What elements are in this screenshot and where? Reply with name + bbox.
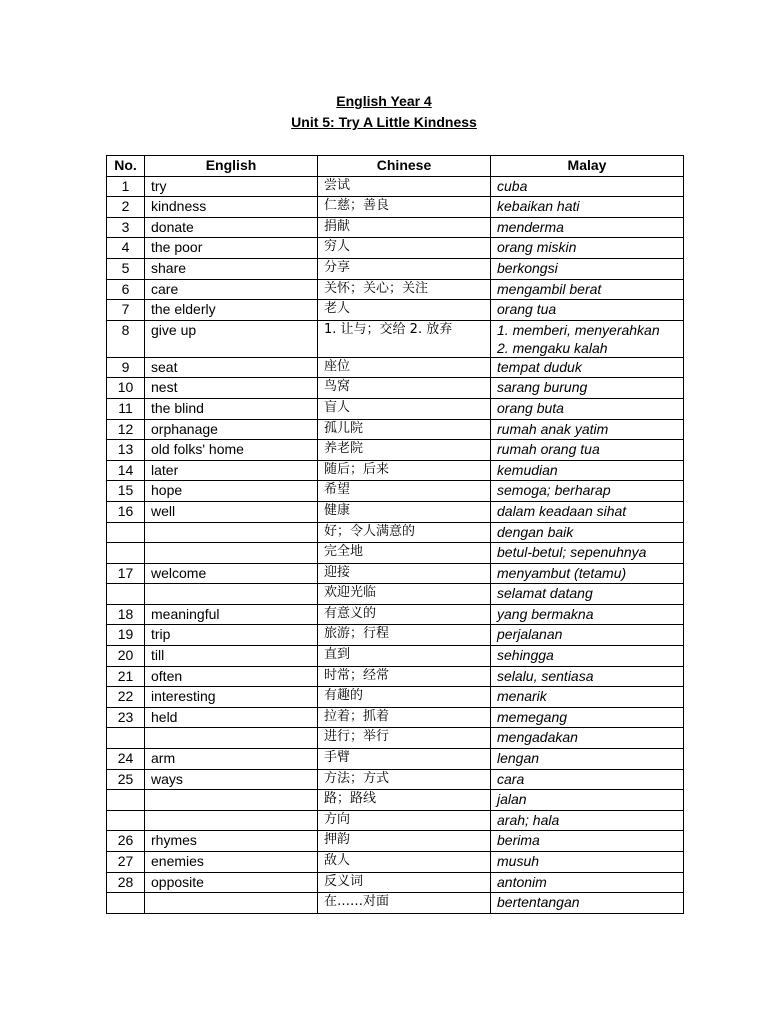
cell-english [145, 790, 318, 811]
cell-english: donate [145, 217, 318, 238]
cell-no: 7 [107, 300, 145, 321]
cell-no: 14 [107, 460, 145, 481]
cell-no: 25 [107, 769, 145, 790]
cell-no: 24 [107, 749, 145, 770]
cell-malay: berima [491, 831, 684, 852]
cell-malay: betul-betul; sepenuhnya [491, 543, 684, 564]
table-row [107, 687, 684, 708]
table-header-row [107, 156, 684, 177]
cell-no: 22 [107, 687, 145, 708]
cell-no: 5 [107, 258, 145, 279]
cell-no [107, 728, 145, 749]
cell-english: rhymes [145, 831, 318, 852]
cell-no: 13 [107, 440, 145, 461]
cell-english [145, 893, 318, 914]
table-row [107, 543, 684, 564]
cell-english: ways [145, 769, 318, 790]
vocabulary-table [106, 155, 684, 914]
table-row [107, 300, 684, 321]
cell-chinese: 好；令人满意的 [318, 522, 491, 543]
table-row [107, 831, 684, 852]
cell-chinese: 旅游；行程 [318, 625, 491, 646]
cell-no: 17 [107, 563, 145, 584]
document-subtitle: Unit 5: Try A Little Kindness [291, 114, 477, 130]
cell-chinese: 鸟窝 [318, 378, 491, 399]
cell-english: welcome [145, 563, 318, 584]
cell-malay: menarik [491, 687, 684, 708]
table-row [107, 604, 684, 625]
cell-chinese: 关怀；关心；关注 [318, 279, 491, 300]
cell-no [107, 790, 145, 811]
cell-malay: memegang [491, 707, 684, 728]
cell-english: seat [145, 357, 318, 378]
table-row [107, 501, 684, 522]
cell-no: 3 [107, 217, 145, 238]
cell-english: trip [145, 625, 318, 646]
table-row [107, 749, 684, 770]
cell-chinese: 仁慈；善良 [318, 197, 491, 218]
cell-english [145, 543, 318, 564]
cell-malay: menyambut (tetamu) [491, 563, 684, 584]
table-body [107, 176, 684, 913]
cell-chinese: 健康 [318, 501, 491, 522]
cell-english: kindness [145, 197, 318, 218]
cell-malay: yang bermakna [491, 604, 684, 625]
cell-english [145, 728, 318, 749]
cell-no: 16 [107, 501, 145, 522]
cell-malay: musuh [491, 852, 684, 873]
cell-chinese: 座位 [318, 357, 491, 378]
table-row [107, 440, 684, 461]
cell-no: 10 [107, 378, 145, 399]
cell-no [107, 543, 145, 564]
cell-english: the poor [145, 238, 318, 259]
cell-english: interesting [145, 687, 318, 708]
cell-malay: menderma [491, 217, 684, 238]
cell-malay: cuba [491, 176, 684, 197]
table-row [107, 481, 684, 502]
cell-malay: semoga; berharap [491, 481, 684, 502]
cell-english: the blind [145, 398, 318, 419]
cell-chinese: 分享 [318, 258, 491, 279]
cell-malay: dengan baik [491, 522, 684, 543]
cell-no: 11 [107, 398, 145, 419]
table-row [107, 852, 684, 873]
cell-chinese: 在……对面 [318, 893, 491, 914]
cell-no: 28 [107, 872, 145, 893]
cell-chinese: 捐献 [318, 217, 491, 238]
cell-malay: sehingga [491, 646, 684, 667]
document-title: English Year 4 [336, 93, 432, 109]
cell-malay: jalan [491, 790, 684, 811]
table-row [107, 790, 684, 811]
cell-english: nest [145, 378, 318, 399]
table-row [107, 238, 684, 259]
cell-malay: rumah orang tua [491, 440, 684, 461]
cell-chinese: 盲人 [318, 398, 491, 419]
cell-malay: selamat datang [491, 584, 684, 605]
cell-english: give up [145, 320, 318, 357]
cell-english: held [145, 707, 318, 728]
cell-chinese: 老人 [318, 300, 491, 321]
cell-chinese: 方向 [318, 810, 491, 831]
table-row [107, 279, 684, 300]
table-row [107, 460, 684, 481]
cell-chinese: 养老院 [318, 440, 491, 461]
cell-english: the elderly [145, 300, 318, 321]
table-row [107, 398, 684, 419]
cell-no: 26 [107, 831, 145, 852]
cell-malay: rumah anak yatim [491, 419, 684, 440]
cell-no: 6 [107, 279, 145, 300]
cell-english: meaningful [145, 604, 318, 625]
table-row [107, 893, 684, 914]
cell-english: share [145, 258, 318, 279]
table-row [107, 728, 684, 749]
table-row [107, 646, 684, 667]
cell-no: 27 [107, 852, 145, 873]
cell-chinese: 路；路线 [318, 790, 491, 811]
cell-no: 8 [107, 320, 145, 357]
cell-chinese: 孤儿院 [318, 419, 491, 440]
cell-no: 9 [107, 357, 145, 378]
table-row [107, 176, 684, 197]
cell-malay: bertentangan [491, 893, 684, 914]
cell-malay: lengan [491, 749, 684, 770]
table-row [107, 563, 684, 584]
cell-chinese: 反义词 [318, 872, 491, 893]
cell-chinese: 欢迎光临 [318, 584, 491, 605]
cell-malay: kebaikan hati [491, 197, 684, 218]
cell-malay: antonim [491, 872, 684, 893]
table-row [107, 666, 684, 687]
table-row [107, 197, 684, 218]
cell-english: till [145, 646, 318, 667]
cell-english: later [145, 460, 318, 481]
cell-malay: orang tua [491, 300, 684, 321]
cell-english: opposite [145, 872, 318, 893]
cell-chinese: 希望 [318, 481, 491, 502]
cell-malay: orang miskin [491, 238, 684, 259]
cell-chinese: 方法；方式 [318, 769, 491, 790]
cell-chinese: 迎接 [318, 563, 491, 584]
cell-no: 2 [107, 197, 145, 218]
cell-malay: dalam keadaan sihat [491, 501, 684, 522]
table-row [107, 625, 684, 646]
cell-chinese: 进行；举行 [318, 728, 491, 749]
cell-english: hope [145, 481, 318, 502]
cell-malay: cara [491, 769, 684, 790]
cell-chinese: 随后；后来 [318, 460, 491, 481]
cell-english: often [145, 666, 318, 687]
table-row [107, 769, 684, 790]
cell-malay: arah; hala [491, 810, 684, 831]
header-english: English [145, 156, 318, 177]
header-no: No. [107, 156, 145, 177]
cell-no [107, 893, 145, 914]
cell-malay: sarang burung [491, 378, 684, 399]
cell-malay: kemudian [491, 460, 684, 481]
table-row [107, 217, 684, 238]
table-row [107, 320, 684, 357]
cell-no: 20 [107, 646, 145, 667]
cell-english: arm [145, 749, 318, 770]
cell-chinese: 直到 [318, 646, 491, 667]
cell-chinese: 有趣的 [318, 687, 491, 708]
cell-no: 1 [107, 176, 145, 197]
cell-english [145, 584, 318, 605]
cell-english: well [145, 501, 318, 522]
cell-chinese: 拉着；抓着 [318, 707, 491, 728]
header-chinese: Chinese [318, 156, 491, 177]
cell-chinese: 敌人 [318, 852, 491, 873]
table-row [107, 810, 684, 831]
cell-chinese: 尝试 [318, 176, 491, 197]
cell-no: 18 [107, 604, 145, 625]
cell-malay: berkongsi [491, 258, 684, 279]
cell-english [145, 810, 318, 831]
cell-malay: 1. memberi, menyerahkan 2. mengaku kalah [491, 320, 684, 357]
cell-english: old folks' home [145, 440, 318, 461]
table-row [107, 378, 684, 399]
cell-malay: perjalanan [491, 625, 684, 646]
table-row [107, 419, 684, 440]
cell-chinese: 押韵 [318, 831, 491, 852]
cell-no: 12 [107, 419, 145, 440]
cell-english [145, 522, 318, 543]
cell-malay: tempat duduk [491, 357, 684, 378]
cell-no: 23 [107, 707, 145, 728]
cell-no: 15 [107, 481, 145, 502]
cell-chinese: 时常；经常 [318, 666, 491, 687]
cell-chinese: 穷人 [318, 238, 491, 259]
cell-english: enemies [145, 852, 318, 873]
header-malay: Malay [491, 156, 684, 177]
cell-chinese: 完全地 [318, 543, 491, 564]
table-row [107, 584, 684, 605]
cell-chinese: 1. 让与；交给 2. 放弃 [318, 320, 491, 357]
cell-no: 19 [107, 625, 145, 646]
cell-no: 4 [107, 238, 145, 259]
cell-english: orphanage [145, 419, 318, 440]
cell-malay: selalu, sentiasa [491, 666, 684, 687]
cell-no [107, 810, 145, 831]
cell-chinese: 手臂 [318, 749, 491, 770]
table-row [107, 707, 684, 728]
cell-no [107, 584, 145, 605]
cell-malay: mengambil berat [491, 279, 684, 300]
cell-no: 21 [107, 666, 145, 687]
table-row [107, 357, 684, 378]
cell-no [107, 522, 145, 543]
table-row [107, 872, 684, 893]
cell-english: try [145, 176, 318, 197]
table-row [107, 258, 684, 279]
cell-malay: mengadakan [491, 728, 684, 749]
cell-malay: orang buta [491, 398, 684, 419]
cell-english: care [145, 279, 318, 300]
cell-chinese: 有意义的 [318, 604, 491, 625]
table-row [107, 522, 684, 543]
